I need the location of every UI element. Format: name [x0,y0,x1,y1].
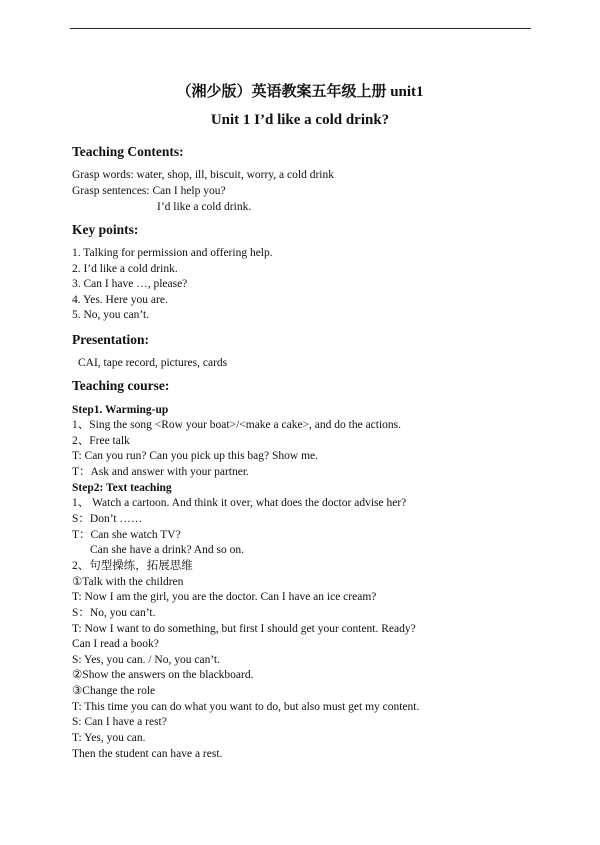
course-line: T: This time you can do what you want to do, but also must get my content. [72,701,420,713]
course-line: S：Don’t …… [72,513,143,525]
course-line: 1、Sing the song <Row your boat>/<make a cake>, and do the actions. [72,419,402,431]
course-line: T：Ask and answer with your partner. [72,466,249,478]
key-points-heading: Key points: [72,222,139,237]
course-line: 2、Free talk [72,435,130,447]
course-line: S：No, you can’t. [72,607,156,619]
course-line: T: Now I want to do something, but first I should get your content. Ready? [72,623,416,635]
course-line: Can I read a book? [72,638,159,650]
document-title: （湘少版）英语教案五年级上册 unit1 [176,84,424,100]
grasp-sentences-continued: I’d like a cold drink. [157,201,252,213]
presentation-heading: Presentation: [72,332,149,347]
course-line: 1、 Watch a cartoon. And think it over, what does the doctor advise her? [72,497,407,509]
grasp-sentences: Grasp sentences: Can I help you? [72,185,226,197]
course-line: T: Now I am the girl, you are the doctor. Can I have an ice cream? [72,591,377,603]
course-line: T: Can you run? Can you pick up this bag? Show me. [72,450,319,462]
key-point-item: 4. Yes. Here you are. [72,294,168,306]
course-line: Then the student can have a rest. [72,748,223,760]
course-line: ②Show the answers on the blackboard. [72,669,254,681]
course-line: T: Yes, you can. [72,732,146,744]
teaching-contents-heading: Teaching Contents: [72,144,184,159]
course-line: S: Can I have a rest? [72,716,167,728]
step1-heading: Step1. Warming-up [72,404,169,416]
key-point-item: 1. Talking for permission and offering help. [72,247,273,259]
key-point-item: 5. No, you can’t. [72,309,150,321]
course-line: 2、句型操练，拓展思维 [72,560,193,572]
key-point-item: 3. Can I have …, please? [72,278,188,290]
course-line: S: Yes, you can. / No, you can’t. [72,654,221,666]
course-line: ①Talk with the children [72,576,184,588]
teaching-course-heading: Teaching course: [72,378,170,393]
course-line: ③Change the role [72,685,156,697]
step2-heading: Step2: Text teaching [72,482,172,494]
presentation-text: CAI, tape record, pictures, cards [78,357,228,369]
key-point-item: 2. I’d like a cold drink. [72,263,178,275]
course-line: T：Can she watch TV? [72,529,181,541]
unit-title: Unit 1 I’d like a cold drink? [210,112,390,128]
grasp-words: Grasp words: water, shop, ill, biscuit, worry, a cold drink [72,169,334,181]
top-rule [70,28,531,29]
course-line: Can she have a drink? And so on. [90,544,244,556]
